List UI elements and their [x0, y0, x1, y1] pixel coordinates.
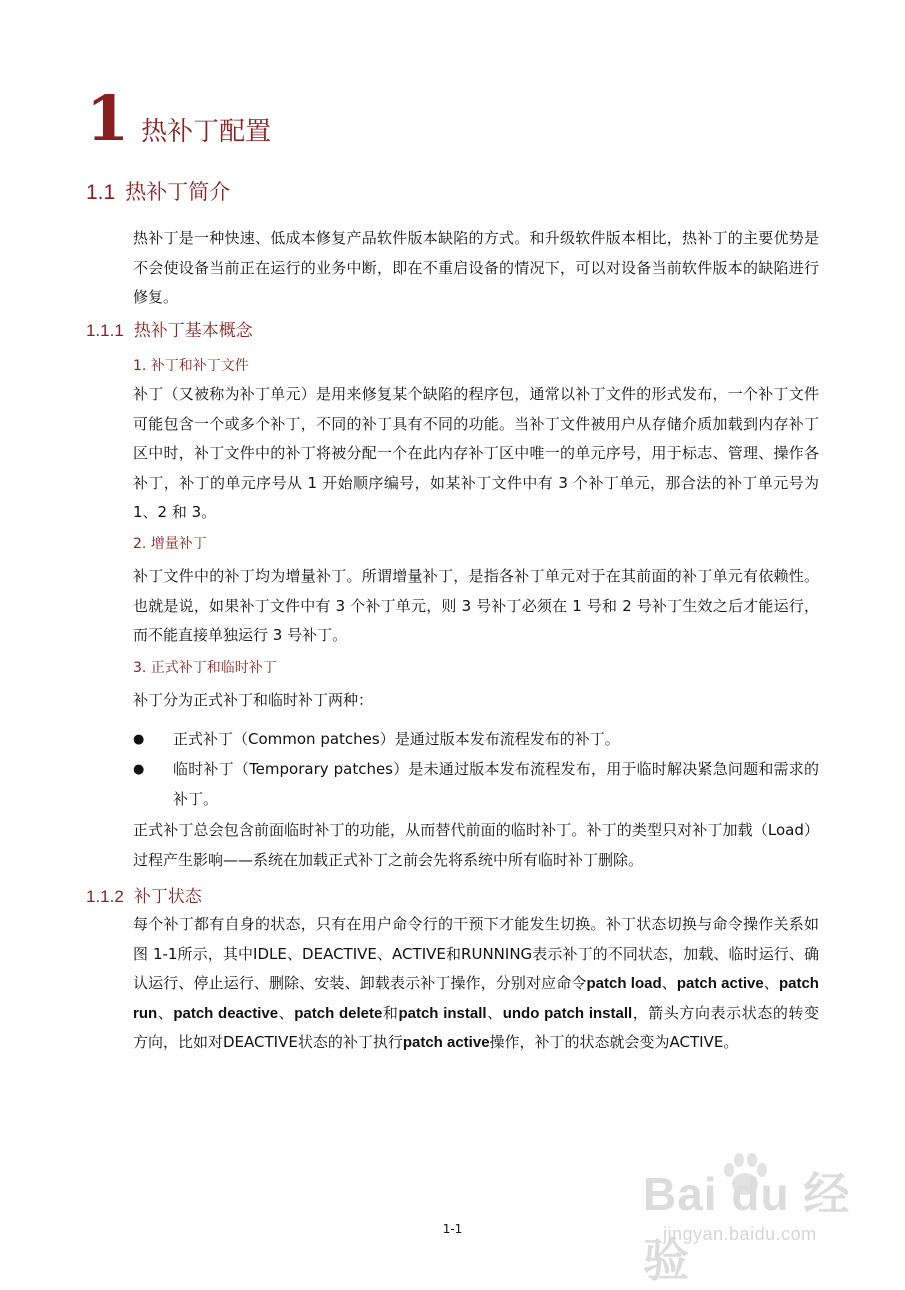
item-1-paragraph: 补丁（又被称为补丁单元）是用来修复某个缺陷的程序包，通常以补丁文件的形式发布，一个补丁文件可能包含一个或多个补丁，不同的补丁具有不同的功能。当补丁文件被用户从存储介质加载到内存补丁区中时，补丁文件中的补丁将被分配一个在此内存补丁区中唯一的单元序号，用于标志、管理、操作各补丁，补丁的单元序号从 1 开始顺序编号，如某补丁文件中有 3 个补丁单元，那合法的补丁单元号为 1、2 和 3。 — [133, 385, 819, 521]
item-2-paragraph: 补丁文件中的补丁均为增量补丁。所谓增量补丁，是指各补丁单元对于在其前面的补丁单元有依赖性。也就是说，如果补丁文件中有 3 个补丁单元，则 3 号补丁必须在 1 号和 2 号补丁生效之后才能运行，而不能直接单独运行 3 号补丁。 — [133, 567, 819, 644]
section-number: 1.1 — [86, 181, 116, 204]
command-patch-active: patch active — [676, 975, 764, 992]
page-number: 1-1 — [442, 1222, 463, 1236]
separator: 、 — [661, 974, 677, 992]
subsection-heading-1 — [86, 316, 253, 341]
command-patch-load: patch load — [586, 975, 662, 992]
subsection-heading-2 — [86, 882, 202, 907]
baidu-watermark — [643, 1138, 853, 1286]
item-3-heading: 3. 正式补丁和临时补丁 — [133, 660, 277, 676]
chapter-number: 1 — [86, 82, 130, 155]
item-3-intro: 补丁分为正式补丁和临时补丁两种： — [133, 691, 374, 709]
command-patch-delete: patch delete — [294, 1004, 383, 1022]
watermark-url: jingyan.baidu.com — [663, 1224, 817, 1244]
intro-paragraph: 热补丁是一种快速、低成本修复产品软件版本缺陷的方式。和升级软件版本相比，热补丁的主要优势是不会使设备当前正在运行的业务中断，即在不重启设备的情况下，可以对设备当前软件版本的缺陷进行修复。 — [133, 229, 819, 306]
list-item — [133, 725, 819, 755]
list-item — [133, 755, 819, 814]
separator: 、 — [763, 974, 779, 992]
bullet-icon: ● — [133, 762, 145, 777]
separator: 、 — [157, 1003, 174, 1022]
chapter-heading — [86, 82, 272, 158]
bullet-icon: ● — [133, 732, 145, 747]
state-text-3: 操作，补丁的状态就会变为ACTIVE。 — [489, 1033, 739, 1051]
item-1-heading: 1. 补丁和补丁文件 — [133, 358, 249, 374]
subsection-1-number: 1.1.1 — [86, 321, 124, 340]
subsection-2-number: 1.1.2 — [86, 887, 124, 906]
list-item-text: 正式补丁（Common patches）是通过版本发布流程发布的补丁。 — [173, 730, 620, 748]
command-patch-deactive: patch deactive — [173, 1004, 279, 1022]
section-title: 热补丁简介 — [125, 180, 231, 204]
subsection-1-title: 热补丁基本概念 — [133, 321, 253, 341]
command-undo-patch-install: undo patch install — [502, 1004, 633, 1022]
section-heading — [86, 176, 230, 206]
separator: 、 — [278, 1003, 295, 1022]
watermark-logo: Bai du 经验 — [643, 1168, 851, 1286]
command-patch-install: patch install — [398, 1004, 487, 1022]
list-item-text: 临时补丁（Temporary patches）是未通过版本发布流程发布，用于临时解决紧急问题和需求的补丁。 — [173, 760, 819, 808]
separator: 、 — [486, 1003, 503, 1022]
state-paragraph — [133, 910, 819, 1058]
state-text-1: 每个补丁都有自身的状态，只有在用户命令行的干预下才能发生切换。补丁状态切换与命令操作关系如 图 1-1所示，其中IDLE、DEACTIVE、ACTIVE和RUNNING表示补丁的不同状态，加载、临时运行、确认运行、停止运行、删除、安装、卸载表示补丁操作，分别对应命令 — [133, 915, 819, 992]
item-3-outro: 正式补丁总会包含前面临时补丁的功能，从而替代前面的临时补丁。补丁的类型只对补丁加载（Load）过程产生影响——系统在加载正式补丁之前会先将系统中所有临时补丁删除。 — [133, 821, 819, 869]
item-2-heading: 2. 增量补丁 — [133, 536, 207, 552]
state-text-2: ，箭头方向表示状态的转变方向，比如对DEACTIVE状态的补丁执行 — [133, 1003, 819, 1051]
chapter-title: 热补丁配置 — [141, 117, 272, 147]
subsection-2-title: 补丁状态 — [133, 887, 202, 907]
separator: 和 — [382, 1003, 399, 1022]
command-patch-active-example: patch active — [402, 1034, 490, 1051]
command-patch-run: patch run — [133, 975, 819, 1022]
